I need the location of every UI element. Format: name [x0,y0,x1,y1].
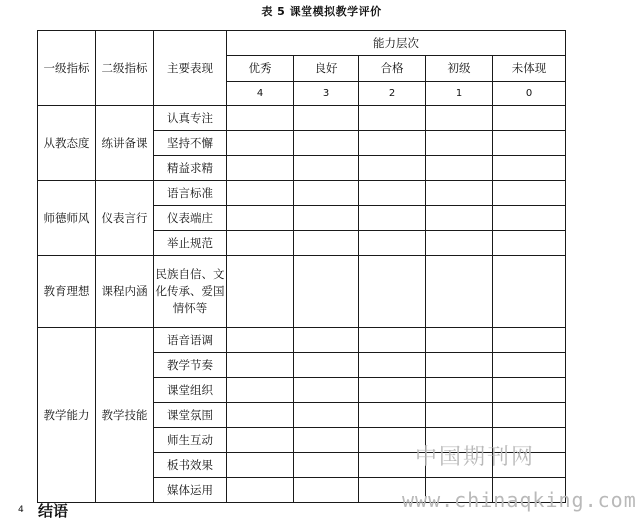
level2-cell: 课程内涵 [96,256,154,328]
table-row [38,106,566,131]
performance-cell: 语音语调 [154,328,227,353]
level-not-shown: 未体现 [493,56,566,82]
rating-cell[interactable] [227,206,294,231]
rating-cell[interactable] [426,256,493,328]
rating-cell[interactable] [294,231,359,256]
rating-cell[interactable] [426,181,493,206]
rating-cell[interactable] [294,403,359,428]
rating-cell[interactable] [294,131,359,156]
rating-cell[interactable] [493,206,566,231]
level-good: 良好 [294,56,359,82]
level-excellent: 优秀 [227,56,294,82]
rating-cell[interactable] [359,256,426,328]
rating-cell[interactable] [359,428,426,453]
level2-cell: 练讲备课 [96,106,154,181]
level1-cell: 从教态度 [38,106,96,181]
performance-cell: 媒体运用 [154,478,227,503]
rating-cell[interactable] [294,453,359,478]
rating-cell[interactable] [359,453,426,478]
rating-cell[interactable] [294,256,359,328]
rating-cell[interactable] [426,353,493,378]
header-main-performance: 主要表现 [154,31,227,106]
performance-cell: 坚持不懈 [154,131,227,156]
rating-cell[interactable] [227,403,294,428]
watermark-url: www.chinaqking.com [402,488,637,512]
rating-cell[interactable] [493,106,566,131]
header-level2: 二级指标 [96,31,154,106]
level1-cell: 师德师风 [38,181,96,256]
rating-cell[interactable] [227,231,294,256]
rating-cell[interactable] [493,231,566,256]
rating-cell[interactable] [227,478,294,503]
performance-cell: 精益求精 [154,156,227,181]
rating-cell[interactable] [294,428,359,453]
performance-cell: 板书效果 [154,453,227,478]
watermark-cn: 中国期刊网 [415,445,536,470]
rating-cell[interactable] [359,378,426,403]
rating-cell[interactable] [426,428,493,453]
rating-cell[interactable] [227,378,294,403]
level2-cell: 仪表言行 [96,181,154,256]
rating-cell[interactable] [359,353,426,378]
level-basic: 初级 [426,56,493,82]
rating-cell[interactable] [227,256,294,328]
rating-cell[interactable] [359,206,426,231]
rating-cell[interactable] [493,156,566,181]
rating-cell[interactable] [294,206,359,231]
level1-cell: 教育理想 [38,256,96,328]
rating-cell[interactable] [493,478,566,503]
performance-cell: 教学节奏 [154,353,227,378]
rating-cell[interactable] [426,206,493,231]
performance-cell: 民族自信、文化传承、爱国情怀等 [154,256,227,328]
rating-cell[interactable] [426,403,493,428]
performance-cell: 课堂氛围 [154,403,227,428]
performance-cell: 语言标准 [154,181,227,206]
performance-cell: 举止规范 [154,231,227,256]
rating-cell[interactable] [426,106,493,131]
rating-cell[interactable] [493,131,566,156]
rating-cell[interactable] [493,403,566,428]
table-row [38,181,566,206]
rating-cell[interactable] [294,378,359,403]
rating-cell[interactable] [426,156,493,181]
level-pass: 合格 [359,56,426,82]
rating-cell[interactable] [294,328,359,353]
performance-cell: 仪表端庄 [154,206,227,231]
rating-cell[interactable] [493,256,566,328]
rating-cell[interactable] [227,453,294,478]
rating-cell[interactable] [294,156,359,181]
rating-cell[interactable] [426,378,493,403]
level2-cell: 教学技能 [96,328,154,503]
rating-cell[interactable] [294,478,359,503]
rating-cell[interactable] [359,231,426,256]
evaluation-table [37,30,566,503]
rating-cell[interactable] [359,181,426,206]
rating-cell[interactable] [359,106,426,131]
rating-cell[interactable] [294,353,359,378]
rating-cell[interactable] [493,181,566,206]
performance-cell: 课堂组织 [154,378,227,403]
rating-cell[interactable] [227,106,294,131]
rating-cell[interactable] [359,328,426,353]
rating-cell[interactable] [426,328,493,353]
level1-cell: 教学能力 [38,328,96,503]
rating-cell[interactable] [426,231,493,256]
rating-cell[interactable] [359,478,426,503]
section-number: 4 [18,505,24,515]
rating-cell[interactable] [493,378,566,403]
rating-cell[interactable] [493,328,566,353]
table-caption: 表 5 课堂模拟教学评价 [261,5,382,18]
rating-cell[interactable] [227,131,294,156]
rating-cell[interactable] [227,181,294,206]
score-1: 1 [426,82,493,106]
score-2: 2 [359,82,426,106]
rating-cell[interactable] [227,353,294,378]
rating-cell[interactable] [359,131,426,156]
table-row [38,256,566,328]
rating-cell[interactable] [359,156,426,181]
score-4: 4 [227,82,294,106]
performance-cell: 认真专注 [154,106,227,131]
rating-cell[interactable] [493,453,566,478]
rating-cell[interactable] [227,328,294,353]
header-ability-level: 能力层次 [227,31,566,56]
rating-cell[interactable] [493,428,566,453]
section-heading: 结语 [38,502,69,520]
rating-cell[interactable] [227,428,294,453]
score-0: 0 [493,82,566,106]
rating-cell[interactable] [227,156,294,181]
rating-cell[interactable] [493,353,566,378]
table-row [38,328,566,353]
rating-cell[interactable] [294,181,359,206]
rating-cell[interactable] [426,453,493,478]
header-level1: 一级指标 [38,31,96,106]
rating-cell[interactable] [359,403,426,428]
rating-cell[interactable] [294,106,359,131]
score-3: 3 [294,82,359,106]
rating-cell[interactable] [426,478,493,503]
rating-cell[interactable] [426,131,493,156]
performance-cell: 师生互动 [154,428,227,453]
